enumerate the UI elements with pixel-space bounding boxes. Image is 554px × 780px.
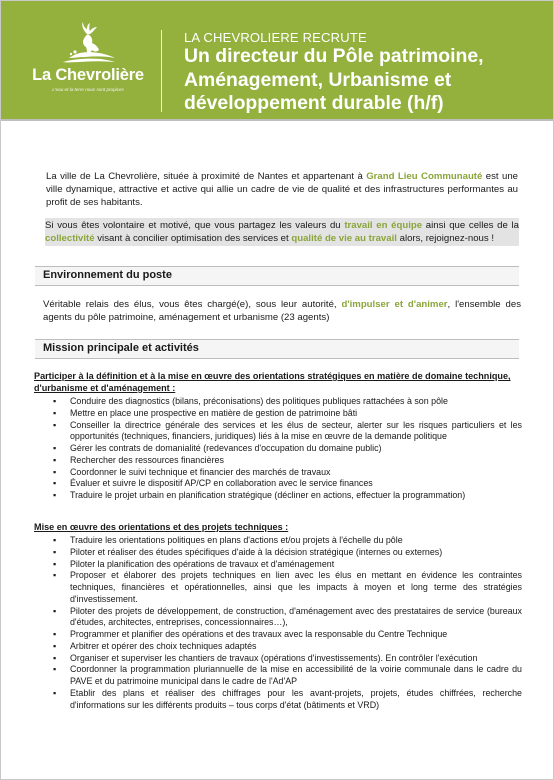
list-item: ▪ Coordonner le suivi technique et financier des marchés de travaux (52, 467, 522, 479)
logo-name: La Chevrolière (32, 66, 144, 84)
mission-block-2-title: Mise en œuvre des orientations et des projets techniques : (34, 522, 289, 532)
deer-logo-icon (57, 22, 119, 66)
logo (28, 22, 148, 102)
list-item: ▪ Piloter la planification des opérations de travaux et d'aménagement (52, 559, 522, 571)
environment-paragraph (43, 298, 521, 324)
environment-text: Véritable relais des élus, vous êtes chargé(e), sous leur autorité, (43, 299, 342, 310)
list-item: ▪ Gérer les contrats de domanialité (redevances d'occupation du domaine public) (52, 443, 522, 455)
environment-highlight: d'impulser et d'animer (341, 299, 448, 310)
list-item: ▪ Conseiller la directrice générale des services et les élus de secteur, alerter sur les risques particuliers et les opportunités (techniques, financiers, juridiques) liés à la mise en œuvre de la demande politique (52, 420, 522, 444)
section-heading: Environnement du poste (43, 269, 172, 281)
list-item: ▪ Traduire les orientations politiques en plans d'actions et/ou projets à l'échelle du pôle (52, 535, 522, 547)
list-item: ▪ Proposer et élaborer des projets techniques en lien avec les élus en mettant en évidence les contraintes techniques, financières et opérationnelles, ainsi que les impacts à moyen et long terme des stratégies d'investissement. (52, 570, 522, 605)
motivation-text: visant à concilier optimisation des services et (94, 233, 292, 245)
mission-block-1-list (52, 396, 522, 502)
motivation-text: ainsi que celles de la (422, 220, 519, 231)
intro-highlight: Grand Lieu Communauté (366, 171, 483, 182)
header-divider (161, 30, 162, 112)
list-item: ▪ Traduire le projet urbain en planification stratégique (décliner en actions, effectuer la programmation) (52, 490, 522, 502)
list-item: ▪ Arbitrer et opérer des choix techniques adaptés (52, 641, 522, 653)
motivation-paragraph (45, 218, 519, 246)
list-item: ▪ Etablir des plans et réaliser des chiffrages pour les avant-projets, projets, études chiffrées, recherche d'informations sur les différents produits – tous corps d'état (bâtiments et VRD) (52, 688, 522, 712)
list-item: ▪ Coordonner la programmation pluriannuelle de la mise en accessibilité de la voirie communale dans le cadre du PAVE et du patrimoine municipal dans le cadre de l'Ad'AP (52, 664, 522, 688)
motivation-highlight: qualité de vie au travail (291, 233, 397, 245)
motivation-highlight: travail en équipe (344, 220, 423, 231)
mission-block-2-list (52, 535, 522, 711)
environment-text: , l'ensemble des agents du pôle patrimoine, aménagement et urbanisme (23 agents) (43, 299, 522, 324)
section-heading: Mission principale et activités (43, 342, 199, 354)
list-item: ▪ Mettre en place une prospective en matière de gestion de patrimoine bâti (52, 408, 522, 420)
list-item: ▪ Conduire des diagnostics (bilans, préconisations) des politiques publiques rattachées à son pôle (52, 396, 522, 408)
list-item: ▪ Organiser et superviser les chantiers de travaux (opérations d'investissements). En contrôler l'exécution (52, 653, 522, 665)
header-rule (1, 119, 553, 121)
motivation-text: Si vous êtes volontaire et motivé, que vous partagez les valeurs du (45, 220, 345, 231)
intro-paragraph (46, 170, 518, 210)
motivation-highlight: collectivité (45, 233, 95, 245)
list-item: ▪ Évaluer et suivre le dispositif AP/CP en collaboration avec le service finances (52, 478, 522, 490)
job-title: Un directeur du Pôle patrimoine, Aménagement, Urbanisme et développement durable (h/f) (184, 45, 484, 114)
section-mission (35, 339, 519, 359)
logo-tagline: L'eau et la terre nous sont propices (52, 87, 124, 92)
recruiting-kicker: LA CHEVROLIERE RECRUTE (184, 30, 367, 45)
mission-block-1-title: Participer à la définition et à la mise en œuvre des orientations stratégiques en matière de domaine technique, d'urbanisme et d'aménagement : (34, 371, 511, 393)
section-environment (35, 266, 519, 286)
list-item: ▪ Rechercher des ressources financières (52, 455, 522, 467)
intro-text: La ville de La Chevrolière, située à proximité de Nantes et appartenant à (46, 171, 367, 182)
motivation-text: alors, rejoignez-nous ! (396, 233, 494, 245)
intro-text: est une ville dynamique, attractive et active qui allie un cadre de vie de qualité et des infrastructures performantes au profit de ses habitants. (46, 171, 518, 209)
list-item: ▪ Piloter des projets de développement, de construction, d'aménagement avec des prestataires de service (bureaux d'études, architectes, entreprises, concessionnaires…), (52, 606, 522, 630)
list-item: ▪ Programmer et planifier des opérations et des travaux avec la responsable du Centre Technique (52, 629, 522, 641)
list-item: ▪ Piloter et réaliser des études spécifiques d'aide à la décision stratégique (internes ou externes) (52, 547, 522, 559)
